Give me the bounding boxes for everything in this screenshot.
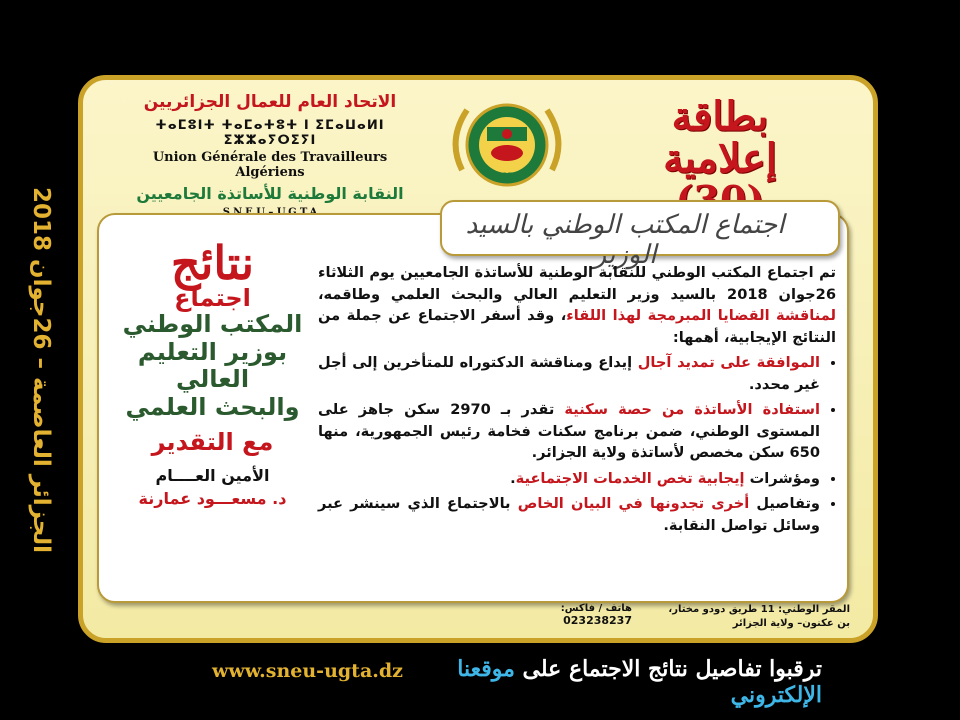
- contact-address: [650, 603, 850, 631]
- org-name-tifinagh: ⵜⴰⵎⵓⵏⵜ ⵜⴰⵎⴰⵜⵓⵜ ⵏ ⵉⵎⴰⵡⴰⵍⵏ ⵉⵣⵣⴰⵢⵔⵉⵢⵏ: [155, 118, 385, 148]
- regards: مع التقدير: [151, 427, 274, 456]
- bottom-text: ترقبوا تفاصيل نتائج الاجتماع على: [514, 656, 822, 682]
- organization-block: [120, 92, 420, 218]
- ugta-emblem-logo: [442, 95, 572, 195]
- body-text: [318, 262, 836, 540]
- intro-paragraph: [318, 262, 836, 348]
- list-item: • استفادة الأساتذة من حصة سكنية تقدر بـ 2970 سكن جاهز على المستوى الوطني، ضمن برنامج سكنات فخامة رئيس الجمهورية، منها 650 سكن مخصص لأساتذة ولاية الجزائر.: [318, 399, 820, 464]
- results-line-meeting: اجتماع: [174, 284, 251, 312]
- phone-number: 023238237: [563, 614, 632, 627]
- bottom-banner: [412, 656, 822, 708]
- intro-highlight: لمناقشة القضايا المبرمجة لهذا اللقاء: [566, 307, 836, 324]
- phone-label: هاتف / فاكس:: [560, 603, 632, 614]
- handshake-icon: [491, 145, 523, 161]
- intro-text-2: ، وقد أسفر الاجتماع عن جملة من النتائج الإيجابية، أهمها:: [318, 307, 836, 346]
- results-line-bureau: المكتب الوطني: [122, 310, 303, 339]
- website-link[interactable]: www.sneu-ugta.dz: [212, 660, 403, 682]
- secretary-general-name: د. مسعـــود عمارنة: [138, 488, 287, 508]
- org-name-fr: Union Générale des Travailleurs Algériens: [152, 150, 388, 180]
- emblem-abbr: UGTA: [494, 171, 520, 181]
- org-name-ar: الاتحاد العام للعمال الجزائريين: [143, 92, 397, 112]
- list-item: • ومؤشرات إيجابية تخص الخدمات الاجتماعية.: [318, 468, 820, 490]
- wheat-right-icon: [547, 110, 558, 170]
- contact-phone: [548, 603, 632, 627]
- list-item: • وتفاصيل أخرى تجدونها في البيان الخاص بالاجتماع الذي سينشر عبر وسائل تواصل النقابة.: [318, 493, 820, 536]
- results-list: [318, 352, 836, 536]
- address-line-2: بن عكنون– ولاية الجزائر: [732, 618, 850, 629]
- list-item: • الموافقة على تمديد آجال إيداع ومناقشة الدكتوراه للمتأخرين إلى أجل غير محدد.: [318, 352, 820, 395]
- results-heading: نتائج: [170, 236, 255, 290]
- intro-text-1: تم اجتماع المكتب الوطني للنقابة الوطنية للأساتذة الجامعيين يوم الثلاثاء 26جوان 2018 بالسيد وزير التعليم العالي والبحث العلمي وطاقمه،: [318, 264, 836, 303]
- union-name-ar: النقابة الوطنية للأساتذة الجامعيين: [136, 184, 404, 203]
- secretary-general-title: الأمين العــــام: [155, 465, 270, 485]
- results-line-minister: بوزير التعليم العالي: [137, 337, 288, 394]
- card-title-text: بطاقة إعلامية: [663, 93, 777, 182]
- results-line-research: والبحث العلمي: [125, 392, 300, 421]
- address-line-1: المقر الوطني: 11 طريق دودو مختار،: [668, 604, 850, 615]
- wheat-left-icon: [456, 110, 467, 170]
- location-date-text: الجزائر العاصمة – 26جوان 2018: [28, 186, 54, 554]
- location-date-vertical: [25, 186, 57, 554]
- subtitle: اجتماع المكتب الوطني بالسيد الوزير: [465, 210, 785, 270]
- bottom-highlight: موقعنا الإلكتروني: [457, 656, 822, 708]
- results-panel: [115, 236, 310, 508]
